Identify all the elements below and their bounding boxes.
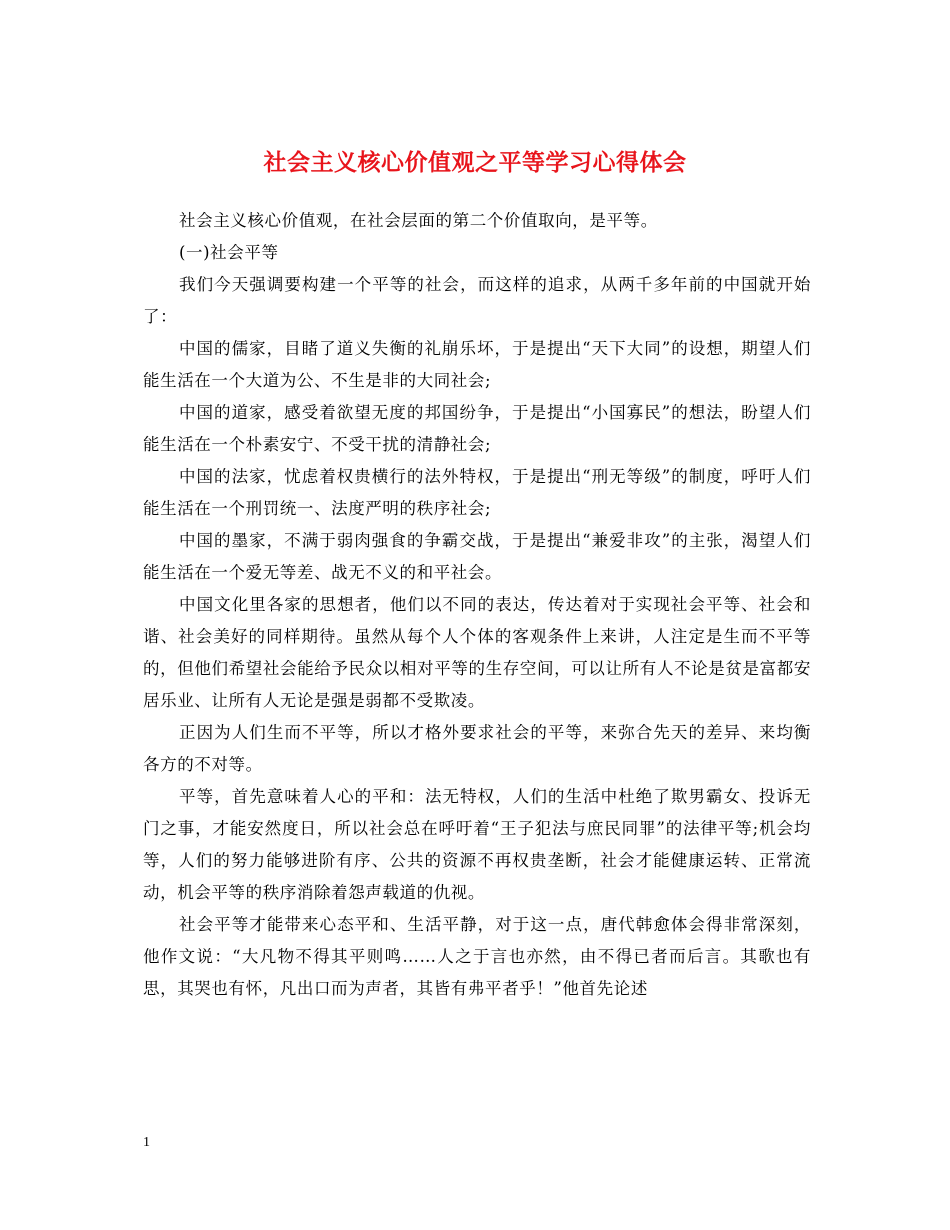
paragraph: 平等，首先意味着人心的平和：法无特权，人们的生活中杜绝了欺男霸女、投诉无门之事，才能安然度日，所以社会总在呼吁着“王子犯法与庶民同罪”的法律平等;机会均等，人们的努力能够进阶有序、公共的资源不再权贵垄断，社会才能健康运转、正常流动，机会平等的秩序消除着怨声载道的仇视。	[143, 787, 811, 902]
paragraph: 中国的儒家，目睹了道义失衡的礼崩乐坏，于是提出“天下大同”的设想，期望人们能生活在一个大道为公、不生是非的大同社会;	[143, 339, 811, 390]
page-number: 1	[143, 1135, 150, 1150]
paragraph: 社会平等才能带来心态平和、生活平静，对于这一点，唐代韩愈体会得非常深刻，他作文说：“大凡物不得其平则鸣……人之于言也亦然，由不得已者而后言。其歌也有思，其哭也有怀，凡出口而为声者，其皆有弗平者乎！”他首先论述	[143, 915, 811, 998]
paragraph: 社会主义核心价值观，在社会层面的第二个价值取向，是平等。	[179, 211, 658, 230]
paragraph: 我们今天强调要构建一个平等的社会，而这样的追求，从两千多年前的中国就开始了：	[143, 275, 811, 326]
paragraph: 正因为人们生而不平等，所以才格外要求社会的平等，来弥合先天的差异、来均衡各方的不对等。	[143, 723, 811, 774]
paragraph: 中国文化里各家的思想者，他们以不同的表达，传达着对于实现社会平等、社会和谐、社会美好的同样期待。虽然从每个人个体的客观条件上来讲，人注定是生而不平等的，但他们希望社会能给予民众以相对平等的生存空间，可以让所有人不论是贫是富都安居乐业、让所有人无论是强是弱都不受欺凌。	[143, 595, 811, 710]
section-heading: (一)社会平等	[179, 243, 279, 262]
paragraph: 中国的墨家，不满于弱肉强食的争霸交战，于是提出“兼爱非攻”的主张，渴望人们能生活在一个爱无等差、战无不义的和平社会。	[143, 531, 811, 582]
document-body	[143, 205, 811, 1005]
paragraph: 中国的法家，忧虑着权贵横行的法外特权，于是提出“刑无等级”的制度，呼吁人们能生活在一个刑罚统一、法度严明的秩序社会;	[143, 467, 811, 518]
document-title: 社会主义核心价值观之平等学习心得体会	[263, 149, 687, 177]
paragraph: 中国的道家，感受着欲望无度的邦国纷争，于是提出“小国寡民”的想法，盼望人们能生活在一个朴素安宁、不受干扰的清静社会;	[143, 403, 811, 454]
